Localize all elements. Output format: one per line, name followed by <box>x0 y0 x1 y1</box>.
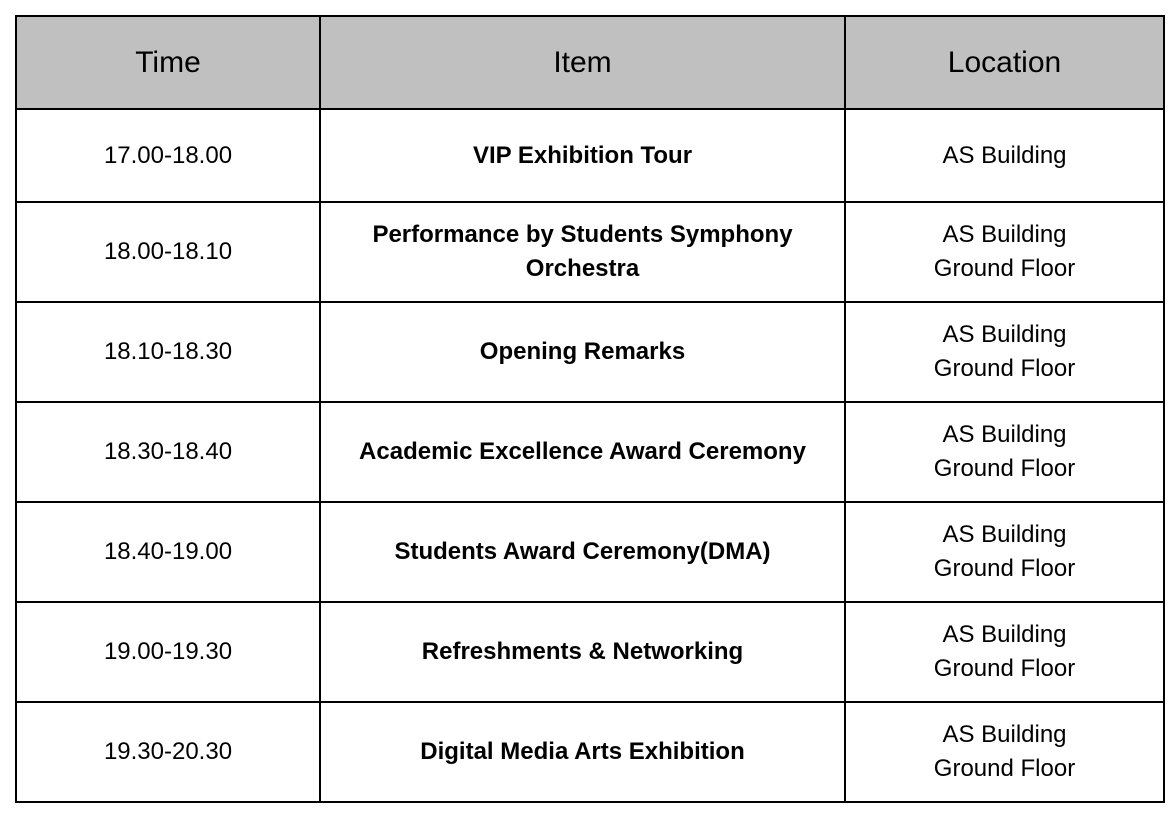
location-line: Ground Floor <box>933 755 1076 782</box>
location-line: Ground Floor <box>933 255 1076 282</box>
table-row <box>16 402 1164 502</box>
location-cell <box>845 302 1164 402</box>
location-line: Ground Floor <box>933 455 1076 482</box>
item-cell <box>320 302 845 402</box>
location-cell <box>845 202 1164 302</box>
table-row <box>16 302 1164 402</box>
time-cell: 18.40-19.00 <box>16 502 320 602</box>
time-cell: 19.30-20.30 <box>16 702 320 802</box>
item-cell <box>320 109 845 202</box>
item-cell <box>320 402 845 502</box>
item-line: Digital Media Arts Exhibition <box>420 738 745 765</box>
time-cell: 18.00-18.10 <box>16 202 320 302</box>
item-line: Orchestra <box>525 255 640 282</box>
location-line: AS Building <box>942 421 1067 448</box>
item-cell <box>320 502 845 602</box>
item-line: Opening Remarks <box>479 338 686 365</box>
time-cell: 19.00-19.30 <box>16 602 320 702</box>
location-line: AS Building <box>942 621 1067 648</box>
item-cell <box>320 202 845 302</box>
item-line: Students Award Ceremony(DMA) <box>394 538 771 565</box>
item-line: Performance by Students Symphony <box>372 221 793 248</box>
location-line: AS Building <box>942 141 1067 169</box>
time-cell: 18.30-18.40 <box>16 402 320 502</box>
location-line: AS Building <box>942 521 1067 548</box>
table-row <box>16 602 1164 702</box>
location-line: Ground Floor <box>933 555 1076 582</box>
schedule-table <box>15 15 1165 803</box>
time-cell: 17.00-18.00 <box>16 109 320 202</box>
location-cell <box>845 702 1164 802</box>
item-line: Academic Excellence Award Ceremony <box>359 438 806 465</box>
item-line: VIP Exhibition Tour <box>472 141 693 169</box>
header-row <box>16 16 1164 109</box>
item-cell <box>320 702 845 802</box>
table-row <box>16 502 1164 602</box>
location-line: Ground Floor <box>933 355 1076 382</box>
location-cell <box>845 602 1164 702</box>
location-cell <box>845 502 1164 602</box>
item-line: Refreshments & Networking <box>421 638 744 665</box>
table-row <box>16 202 1164 302</box>
schedule-body <box>16 109 1164 802</box>
location-line: AS Building <box>942 221 1067 248</box>
location-line: AS Building <box>942 321 1067 348</box>
location-line: Ground Floor <box>933 655 1076 682</box>
location-line: AS Building <box>942 721 1067 748</box>
location-cell <box>845 109 1164 202</box>
header-location: Location <box>845 16 1164 109</box>
time-cell: 18.10-18.30 <box>16 302 320 402</box>
location-cell <box>845 402 1164 502</box>
header-time: Time <box>16 16 320 109</box>
table-row <box>16 702 1164 802</box>
item-cell <box>320 602 845 702</box>
header-item: Item <box>320 16 845 109</box>
table-row <box>16 109 1164 202</box>
